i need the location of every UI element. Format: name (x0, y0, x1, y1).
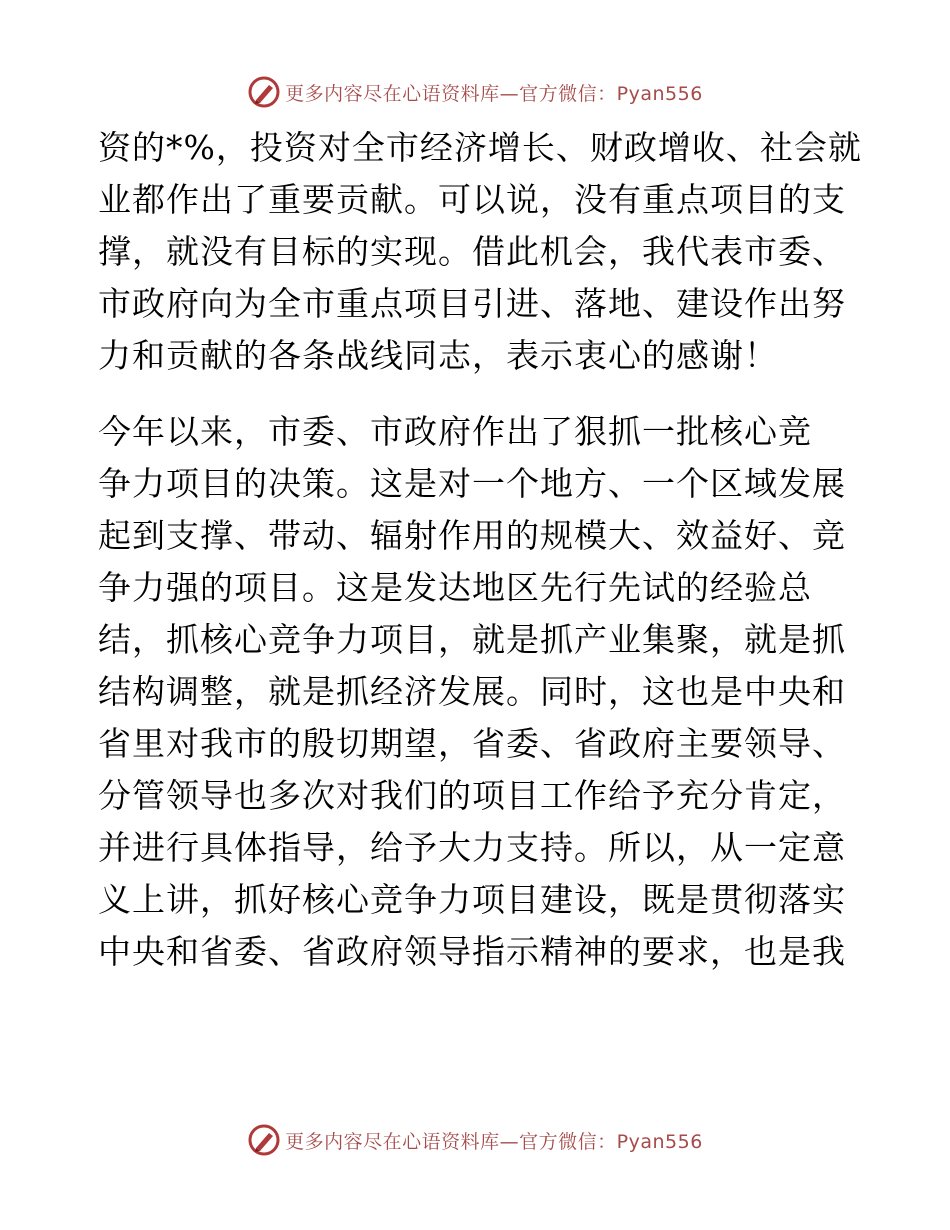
text-line: 结，抓核心竞争力项目，就是抓产业集聚，就是抓 (98, 620, 846, 659)
text-line: 争力强的项目。这是发达地区先行先试的经验总 (98, 568, 812, 607)
text-line: 中央和省委、省政府领导指示精神的要求，也是我 (98, 932, 846, 971)
text-line: 分管领导也多次对我们的项目工作给予充分肯定， (98, 776, 846, 815)
text-line: 结构调整，就是抓经济发展。同时，这也是中央和 (98, 672, 846, 711)
text-line: 业都作出了重要贡献。可以说，没有重点项目的支 (98, 180, 846, 219)
text-line: 起到支撑、带动、辐射作用的规模大、效益好、竞 (98, 516, 846, 555)
watermark-text: 更多内容尽在心语资料库—官方微信：Pyan556 (285, 82, 703, 105)
paragraph-spacer (98, 382, 858, 406)
text-line: 省里对我市的殷切期望，省委、省政府主要领导、 (98, 724, 846, 763)
pen-circle-icon (247, 75, 281, 109)
watermark-header (0, 72, 950, 112)
text-line: 力和贡献的各条战线同志，表示衷心的感谢！ (98, 336, 778, 375)
watermark-text: 更多内容尽在心语资料库—官方微信：Pyan556 (285, 1130, 703, 1153)
pen-circle-icon (247, 1123, 281, 1157)
text-line: 资的*%，投资对全市经济增长、财政增收、社会就 (98, 128, 862, 167)
text-line: 今年以来，市委、市政府作出了狠抓一批核心竞 (98, 412, 812, 451)
text-line: 市政府向为全市重点项目引进、落地、建设作出努 (98, 284, 846, 323)
text-line: 并进行具体指导，给予大力支持。所以，从一定意 (98, 828, 846, 867)
paragraph-2 (98, 406, 858, 978)
document-body (98, 122, 862, 978)
text-line: 争力项目的决策。这是对一个地方、一个区域发展 (98, 464, 846, 503)
text-line: 义上讲，抓好核心竞争力项目建设，既是贯彻落实 (98, 880, 846, 919)
paragraph-1 (98, 122, 862, 382)
watermark-footer (0, 1120, 950, 1160)
text-line: 撑，就没有目标的实现。借此机会，我代表市委、 (98, 232, 846, 271)
